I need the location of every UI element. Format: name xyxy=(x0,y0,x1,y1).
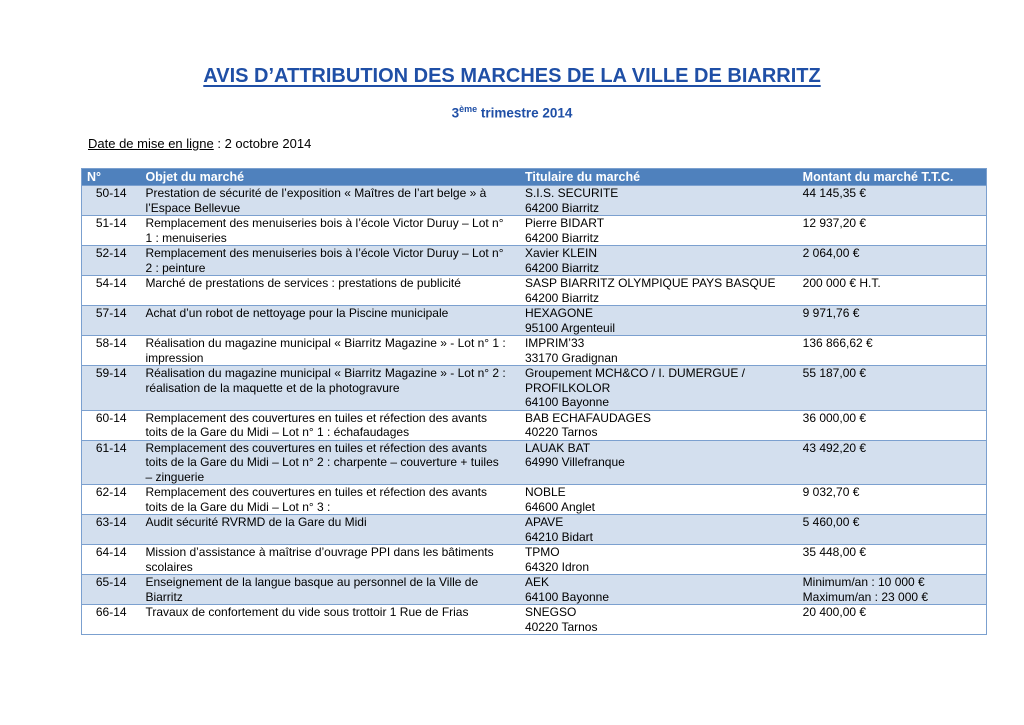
cell-montant-line: 36 000,00 € xyxy=(802,410,867,425)
subtitle: 3ème trimestre 2014 xyxy=(451,104,573,121)
cell-objet-line: Remplacement des couvertures en tuiles et réfection des avants xyxy=(145,485,487,499)
table-row xyxy=(82,545,987,575)
cell-num: 54-14 xyxy=(82,276,141,306)
cell-objet xyxy=(140,545,520,575)
cell-montant xyxy=(798,336,987,366)
cell-montant xyxy=(798,186,987,216)
cell-titulaire xyxy=(520,306,798,336)
contracts-table xyxy=(81,168,987,635)
cell-titulaire xyxy=(520,246,798,276)
cell-num: 57-14 xyxy=(82,306,141,336)
cell-titulaire xyxy=(520,605,798,635)
cell-objet-line: Réalisation du magazine municipal « Biarritz Magazine » - Lot n° 1 : xyxy=(145,336,506,350)
cell-titulaire-line: 64320 Idron xyxy=(524,559,590,574)
cell-titulaire xyxy=(520,410,798,440)
cell-objet-line: 1 : menuiseries xyxy=(145,230,227,245)
cell-titulaire xyxy=(520,485,798,515)
cell-titulaire-line: 64200 Biarritz xyxy=(524,260,599,275)
cell-montant-line: Maximum/an : 23 000 € xyxy=(802,589,929,604)
cell-num: 51-14 xyxy=(82,216,141,246)
cell-titulaire-line: S.I.S. SECURITE xyxy=(524,186,619,200)
cell-titulaire-line: 64990 Villefranque xyxy=(524,455,625,469)
table-row xyxy=(82,216,987,246)
cell-num: 60-14 xyxy=(82,410,141,440)
cell-num: 59-14 xyxy=(82,366,141,411)
cell-titulaire-line: 33170 Gradignan xyxy=(524,350,618,365)
table-row xyxy=(82,336,987,366)
cell-titulaire-line: TPMO xyxy=(524,545,560,559)
cell-titulaire-line: 95100 Argenteuil xyxy=(524,320,616,335)
table-row xyxy=(82,186,987,216)
cell-montant-line: 44 145,35 € xyxy=(802,186,867,200)
cell-titulaire xyxy=(520,186,798,216)
cell-objet-line: Prestation de sécurité de l’exposition « Maîtres de l’art belge » à xyxy=(145,186,487,200)
cell-num: 63-14 xyxy=(82,515,141,545)
table-row xyxy=(82,515,987,545)
cell-titulaire-line: 64100 Bayonne xyxy=(524,395,610,409)
cell-objet-line: toits de la Gare du Midi – Lot n° 2 : charpente – couverture + tuiles xyxy=(145,455,499,469)
cell-montant xyxy=(798,306,987,336)
cell-objet-line: Achat d’un robot de nettoyage pour la Piscine municipale xyxy=(145,306,449,320)
table-row xyxy=(82,366,987,411)
cell-titulaire-line: 64600 Anglet xyxy=(524,499,596,514)
cell-montant-line: 200 000 € H.T. xyxy=(802,276,881,290)
cell-objet-line: 2 : peinture xyxy=(145,260,206,275)
cell-objet xyxy=(140,605,520,635)
cell-objet xyxy=(140,216,520,246)
cell-num: 66-14 xyxy=(82,605,141,635)
cell-titulaire-line: 64200 Biarritz xyxy=(524,290,599,305)
table-row xyxy=(82,605,987,635)
cell-num: 50-14 xyxy=(82,186,141,216)
cell-titulaire-line: 64200 Biarritz xyxy=(524,230,599,245)
cell-titulaire xyxy=(520,575,798,605)
cell-montant xyxy=(798,605,987,635)
cell-montant-line: 12 937,20 € xyxy=(802,216,867,230)
cell-objet xyxy=(140,186,520,216)
table-header xyxy=(82,169,987,186)
cell-titulaire xyxy=(520,216,798,246)
cell-montant xyxy=(798,485,987,515)
cell-objet xyxy=(140,410,520,440)
cell-titulaire-line: HEXAGONE xyxy=(524,306,593,320)
cell-titulaire-line: NOBLE xyxy=(524,485,566,499)
cell-objet-line: scolaires xyxy=(145,559,193,574)
cell-objet xyxy=(140,246,520,276)
cell-titulaire xyxy=(520,440,798,485)
cell-num: 52-14 xyxy=(82,246,141,276)
table-row xyxy=(82,575,987,605)
cell-titulaire-line: SASP BIARRITZ OLYMPIQUE PAYS BASQUE xyxy=(524,276,776,290)
cell-titulaire-line: 64210 Bidart xyxy=(524,529,594,544)
cell-objet-line: Remplacement des menuiseries bois à l’école Victor Duruy – Lot n° xyxy=(145,246,504,260)
cell-montant xyxy=(798,440,987,485)
document-title: AVIS D’ATTRIBUTION DES MARCHES DE LA VILLE DE BIARRITZ xyxy=(203,65,821,87)
cell-montant xyxy=(798,575,987,605)
cell-num: 65-14 xyxy=(82,575,141,605)
cell-montant xyxy=(798,276,987,306)
cell-objet-line: l’Espace Bellevue xyxy=(145,200,241,215)
cell-montant-line: 136 866,62 € xyxy=(802,336,873,350)
table-row xyxy=(82,485,987,515)
cell-montant xyxy=(798,515,987,545)
cell-objet-line: Remplacement des couvertures en tuiles et réfection des avants xyxy=(145,440,487,455)
cell-titulaire xyxy=(520,336,798,366)
cell-objet xyxy=(140,575,520,605)
cell-montant xyxy=(798,366,987,411)
cell-objet-line: Réalisation du magazine municipal « Biarritz Magazine » - Lot n° 2 : xyxy=(145,366,506,380)
cell-montant-line: 43 492,20 € xyxy=(802,440,867,455)
cell-num: 61-14 xyxy=(82,440,141,485)
cell-montant xyxy=(798,410,987,440)
cell-titulaire-line: 64200 Biarritz xyxy=(524,200,599,215)
cell-num: 64-14 xyxy=(82,545,141,575)
cell-montant xyxy=(798,246,987,276)
cell-objet-line: Remplacement des couvertures en tuiles et réfection des avants xyxy=(145,410,487,425)
cell-objet-line: Marché de prestations de services : prestations de publicité xyxy=(145,276,461,290)
cell-montant-line: 5 460,00 € xyxy=(802,515,860,529)
cell-montant-line: 9 971,76 € xyxy=(802,306,860,320)
cell-objet xyxy=(140,366,520,411)
cell-objet xyxy=(140,515,520,545)
cell-objet-line: Audit sécurité RVRMD de la Gare du Midi xyxy=(145,515,367,529)
cell-montant-line: 9 032,70 € xyxy=(802,485,860,499)
cell-titulaire-line: Groupement MCH&CO / I. DUMERGUE / xyxy=(524,366,745,380)
header-objet: Objet du marché xyxy=(140,169,520,186)
header-montant: Montant du marché T.T.C. xyxy=(798,169,987,186)
cell-objet xyxy=(140,276,520,306)
cell-objet-line: Mission d’assistance à maîtrise d’ouvrage PPI dans les bâtiments xyxy=(145,545,494,559)
cell-titulaire xyxy=(520,515,798,545)
cell-objet xyxy=(140,485,520,515)
cell-montant-line: 55 187,00 € xyxy=(802,366,867,380)
cell-objet-line: Biarritz xyxy=(145,589,183,604)
cell-titulaire-line: 64100 Bayonne xyxy=(524,589,610,604)
cell-objet xyxy=(140,306,520,336)
cell-objet-line: Enseignement de la langue basque au personnel de la Ville de xyxy=(145,575,479,589)
cell-objet-line: réalisation de la maquette et de la photogravure xyxy=(145,380,400,395)
cell-objet-line: Travaux de confortement du vide sous trottoir 1 Rue de Frias xyxy=(145,605,469,619)
cell-titulaire-line: Xavier KLEIN xyxy=(524,246,597,260)
cell-montant xyxy=(798,216,987,246)
cell-objet-line: – zinguerie xyxy=(145,469,205,484)
cell-montant-line: 2 064,00 € xyxy=(802,246,860,260)
cell-titulaire xyxy=(520,545,798,575)
cell-titulaire-line: Pierre BIDART xyxy=(524,216,605,230)
cell-titulaire-line: 40220 Tarnos xyxy=(524,425,598,439)
table-row xyxy=(82,410,987,440)
cell-titulaire-line: AEK xyxy=(524,575,549,589)
cell-montant-line: 35 448,00 € xyxy=(802,545,867,559)
cell-titulaire-line: LAUAK BAT xyxy=(524,440,591,455)
cell-titulaire-line: PROFILKOLOR xyxy=(524,380,611,395)
table-row xyxy=(82,306,987,336)
table-row xyxy=(82,440,987,485)
table-row xyxy=(82,276,987,306)
cell-objet-line: Remplacement des menuiseries bois à l’école Victor Duruy – Lot n° xyxy=(145,216,504,230)
cell-montant-line: Minimum/an : 10 000 € xyxy=(802,575,925,589)
cell-objet-line: toits de la Gare du Midi – Lot n° 1 : échafaudages xyxy=(145,425,410,439)
cell-titulaire-line: APAVE xyxy=(524,515,564,529)
cell-titulaire-line: SNEGSO xyxy=(524,605,577,619)
table-row xyxy=(82,246,987,276)
cell-num: 62-14 xyxy=(82,485,141,515)
cell-titulaire-line: IMPRIM’33 xyxy=(524,336,585,350)
cell-num: 58-14 xyxy=(82,336,141,366)
cell-montant xyxy=(798,545,987,575)
cell-objet xyxy=(140,336,520,366)
cell-titulaire-line: BAB ECHAFAUDAGES xyxy=(524,410,651,425)
cell-titulaire xyxy=(520,366,798,411)
cell-objet-line: toits de la Gare du Midi – Lot n° 3 : xyxy=(145,499,331,514)
cell-objet xyxy=(140,440,520,485)
header-num: N° xyxy=(82,169,141,186)
cell-objet-line: impression xyxy=(145,350,204,365)
cell-montant-line: 20 400,00 € xyxy=(802,605,867,619)
publication-date: Date de mise en ligne : 2 octobre 2014 xyxy=(88,136,312,151)
cell-titulaire xyxy=(520,276,798,306)
cell-titulaire-line: 40220 Tarnos xyxy=(524,619,598,634)
header-titulaire: Titulaire du marché xyxy=(520,169,798,186)
